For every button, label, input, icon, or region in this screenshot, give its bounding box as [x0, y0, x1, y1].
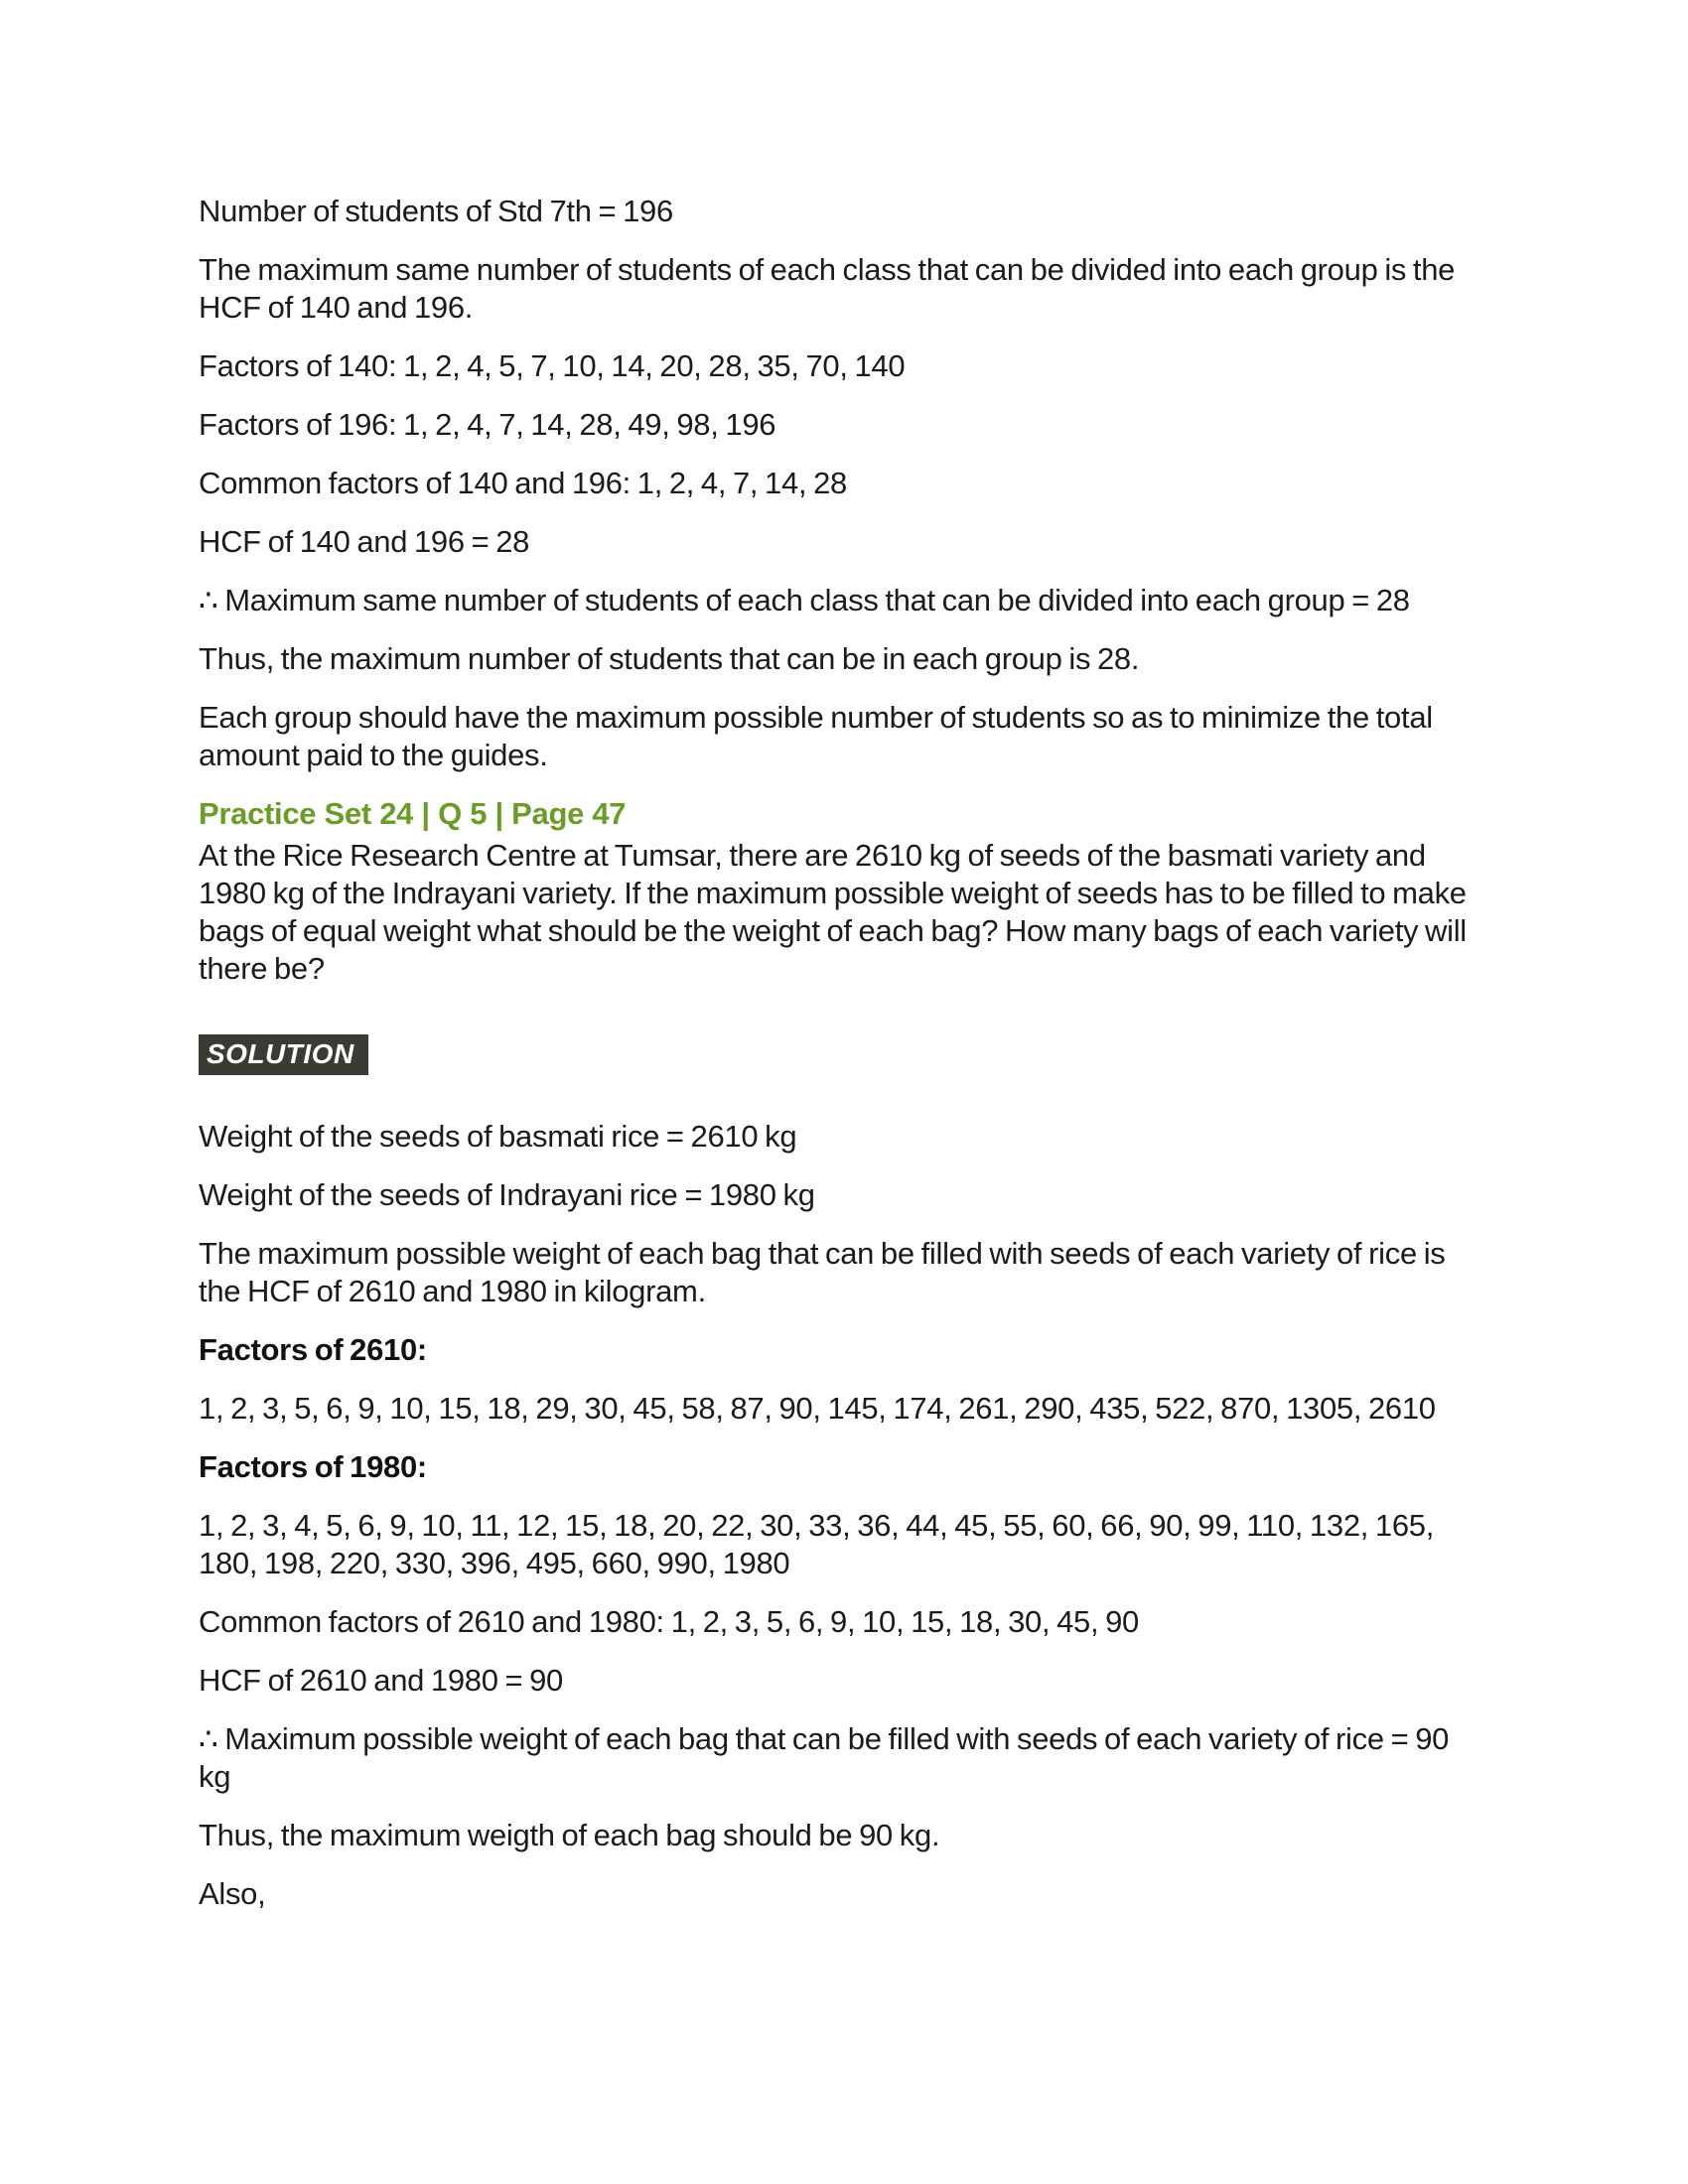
practice-set-heading: Practice Set 24 | Q 5 | Page 47 [199, 796, 627, 831]
question-text: At the Rice Research Centre at Tumsar, there are 2610 kg of seeds of the basmati variety and 1980 kg of the Indrayani variety. If the maximum possible weight of seeds has to be filled to make bags of equal weight what should be the weight of each bag? How many bags of each variety will there be? [199, 838, 1467, 986]
line-thus-max-students: Thus, the maximum number of students that can be in each group is 28. [199, 641, 1140, 676]
line-hcf-2610-1980: HCF of 2610 and 1980 = 90 [199, 1663, 563, 1698]
line-hcf-140-196: HCF of 140 and 196 = 28 [199, 524, 530, 559]
heading-factors-2610: Factors of 2610: [199, 1332, 427, 1367]
line-weight-basmati: Weight of the seeds of basmati rice = 2610 kg [199, 1119, 797, 1154]
para-max-weight-hcf: The maximum possible weight of each bag that can be filled with seeds of each variety of rice is the HCF of 2610 and 1980 in kilogram. [199, 1236, 1446, 1308]
para-therefore-max-weight: ∴ Maximum possible weight of each bag that can be filled with seeds of each variety of rice = 90 kg [199, 1721, 1450, 1794]
line-factors-140: Factors of 140: 1, 2, 4, 5, 7, 10, 14, 20, 28, 35, 70, 140 [199, 348, 906, 383]
list-factors-2610: 1, 2, 3, 5, 6, 9, 10, 15, 18, 29, 30, 45, 58, 87, 90, 145, 174, 261, 290, 435, 522, 870, 1305, 2610 [199, 1391, 1436, 1426]
line-common-factors-140-196: Common factors of 140 and 196: 1, 2, 4, 7, 14, 28 [199, 466, 847, 500]
line-common-factors-2610-1980: Common factors of 2610 and 1980: 1, 2, 3, 5, 6, 9, 10, 15, 18, 30, 45, 90 [199, 1604, 1139, 1639]
para-therefore-max-students: ∴ Maximum same number of students of each class that can be divided into each group = 28 [199, 583, 1410, 617]
line-factors-196: Factors of 196: 1, 2, 4, 7, 14, 28, 49, 98, 196 [199, 407, 776, 442]
line-thus-max-weight: Thus, the maximum weigth of each bag should be 90 kg. [199, 1818, 940, 1852]
solution-label: SOLUTION [199, 1034, 368, 1075]
heading-factors-1980: Factors of 1980: [199, 1449, 427, 1484]
line-also: Also, [199, 1876, 266, 1911]
line-number-of-students: Number of students of Std 7th = 196 [199, 194, 673, 228]
para-max-students-hcf: The maximum same number of students of each class that can be divided into each group is the HCF of 140 and 196. [199, 252, 1456, 325]
list-factors-1980: 1, 2, 3, 4, 5, 6, 9, 10, 11, 12, 15, 18, 20, 22, 30, 33, 36, 44, 45, 55, 60, 66, 90, 99, 110, 132, 165, 180, 198, 220, 330, 396, 495, 660, 990, 1980 [199, 1508, 1435, 1580]
line-weight-indrayani: Weight of the seeds of Indrayani rice = 1980 kg [199, 1177, 815, 1212]
para-each-group-minimize: Each group should have the maximum possible number of students so as to minimize the total amount paid to the guides. [199, 700, 1433, 772]
